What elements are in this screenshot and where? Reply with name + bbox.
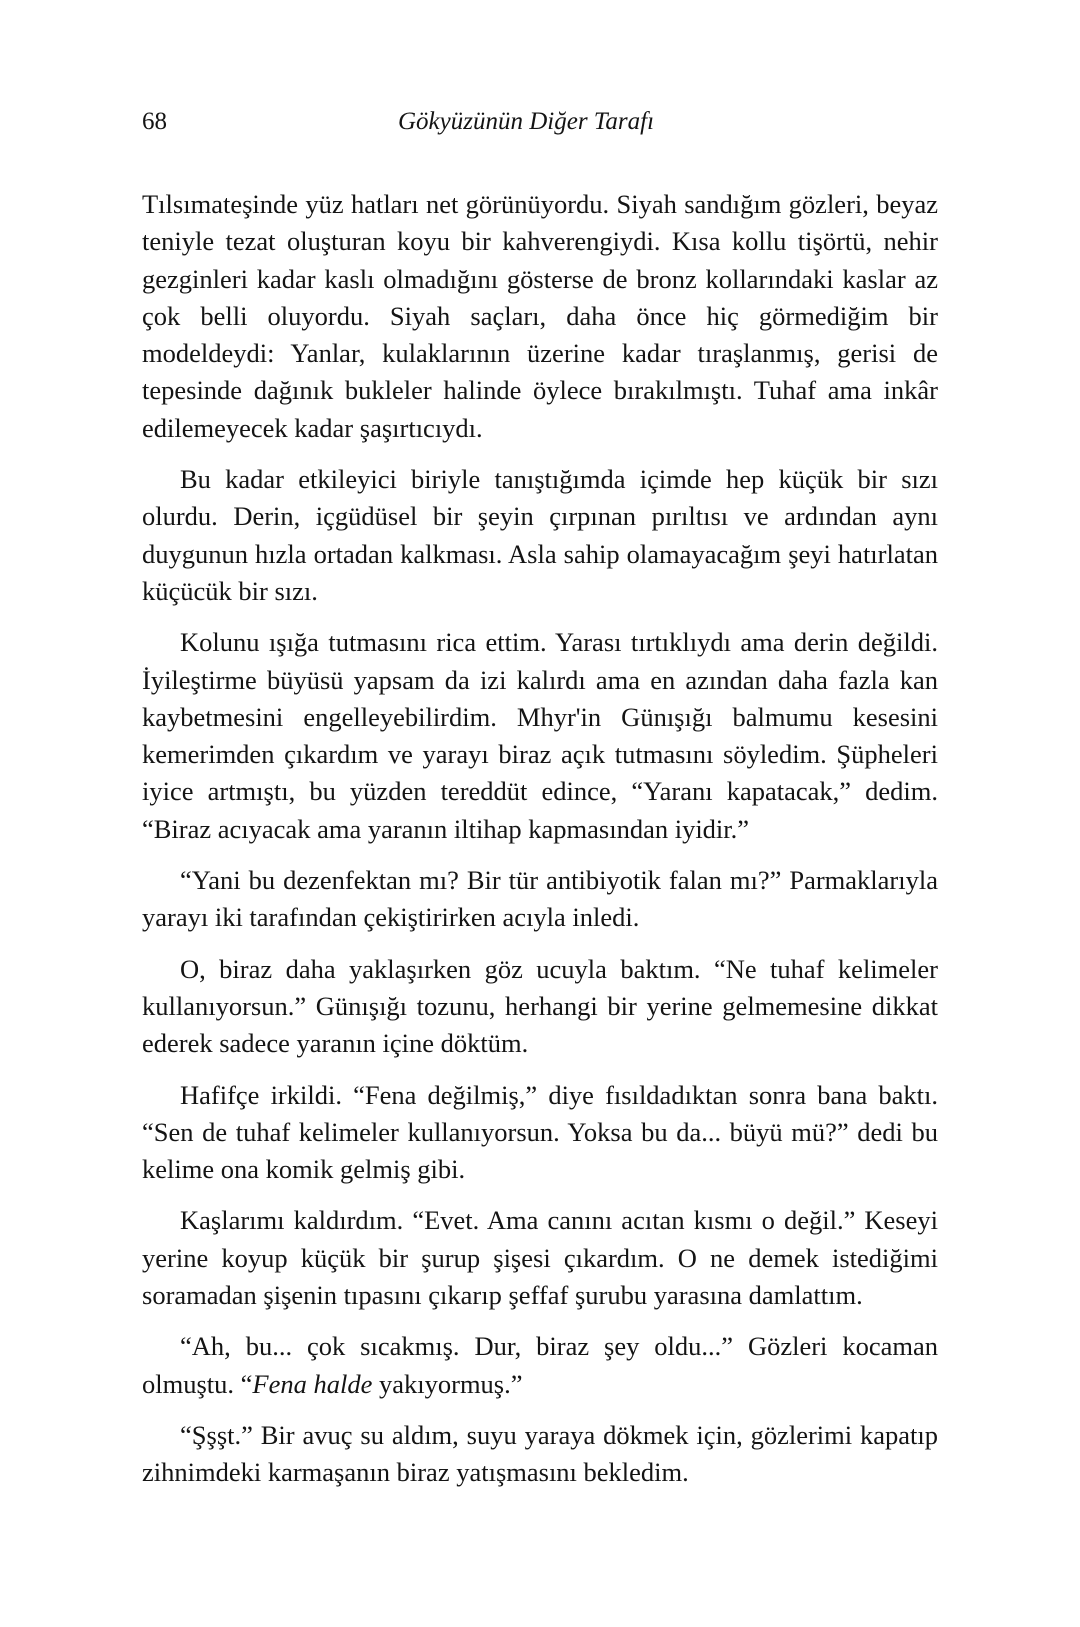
paragraph-4: “Yani bu dezenfektan mı? Bir tür antibiyotik falan mı?” Parmaklarıyla yarayı iki tarafından çekiştirirken acıyla inledi. (142, 865, 938, 933)
paragraph-8-text-after: yakıyormuş.” (372, 1368, 523, 1399)
paragraph-6: Hafifçe irkildi. “Fena değilmiş,” diye fısıldadıktan sonra bana baktı. “Sen de tuhaf kelimeler kullanıyorsun. Yoksa bu da... büyü mü?” dedi bu kelime ona komik gelmiş gibi. (142, 1079, 938, 1185)
body-text (142, 186, 938, 1492)
paragraph-2: Bu kadar etkileyici biriyle tanıştığımda içimde hep küçük bir sızı olurdu. Derin, içgüdüsel bir şeyin çırpınan pırıltısı ve ardından aynı duygunun hızla ortadan kalkması. Asla sahip olamayacağım şeyi hatırlatan küçücük bir sızı. (142, 464, 938, 606)
paragraph-7: Kaşlarımı kaldırdım. “Evet. Ama canını acıtan kısmı o değil.” Keseyi yerine koyup küçük bir şurup şişesi çıkardım. O ne demek istediğimi soramadan şişenin tıpasını çıkarıp şeffaf şurubu yarasına damlattım. (142, 1205, 938, 1311)
paragraph-5: O, biraz daha yaklaşırken göz ucuyla baktım. “Ne tuhaf kelimeler kullanıyorsun.” Günışığı tozunu, herhangi bir yerine gelmemesine dikkat ederek sadece yaranın içine döktüm. (142, 953, 938, 1059)
running-title: Gökyüzünün Diğer Tarafı (398, 108, 655, 135)
paragraph-8 (142, 1328, 938, 1403)
paragraph-8-text-before: “Ah, bu... çok sıcakmış. Dur, biraz şey oldu...” Gözleri kocaman olmuştu. “ (142, 1331, 938, 1399)
paragraph-9: “Şşşt.” Bir avuç su aldım, suyu yaraya dökmek için, gözlerimi kapatıp zihnimdeki karmaşanın biraz yatışmasını bekledim. (142, 1419, 938, 1488)
paragraph-3: Kolunu ışığa tutmasını rica ettim. Yarası tırtıklıydı ama derin değildi. İyileştirme büyüsü yapsam da izi kalırdı ama en azından daha fazla kan kaybetmesini engelleyebilirdim. Mhyr'in Günışığı balmumu kesesini kemerimden çıkardım ve yarayı biraz açık tutmasını söyledim. Şüpheleri iyice artmıştı, bu yüzden tereddüt edince, “Yaranı kapatacak,” dedim. “Biraz acıyacak ama yaranın iltihap kapmasından iyidir.” (142, 627, 938, 844)
paragraph-1: Tılsımateşinde yüz hatları net görünüyordu. Siyah sandığım gözleri, beyaz teniyle tezat oluşturan koyu bir kahverengiydi. Kısa kollu tişörtü, nehir gezginleri kadar kaslı olmadığını gösterse de bronz kollarındaki kaslar az çok belli oluyordu. Siyah saçları, daha önce hiç görmediğim bir modeldeydi: Yanlar, kulaklarının üzerine kadar tıraşlanmış, gerisi de tepesinde dağınık bukleler halinde öylece bırakılmıştı. Tuhaf ama inkâr edilemeyecek kadar şaşırtıcıydı. (142, 189, 938, 443)
paragraph-8-emphasis: Fena halde (252, 1368, 373, 1399)
page-number: 68 (142, 108, 167, 135)
page-header (142, 108, 938, 148)
